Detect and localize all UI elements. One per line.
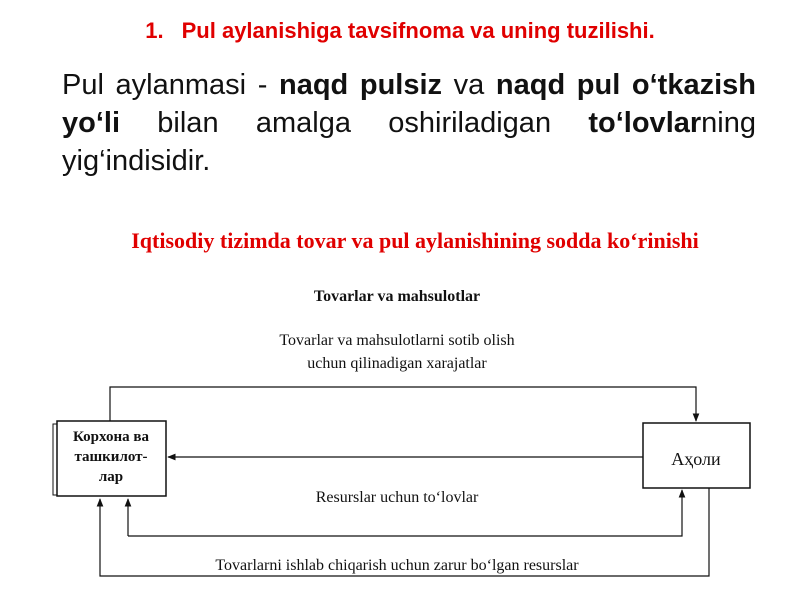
definition-bold-3: to‘lovlar (588, 107, 702, 139)
definition-text-4: ning yig‘indisidir. (62, 107, 756, 177)
definition-text-3: bilan amalga oshiriladigan (120, 107, 589, 139)
goods-flow-arrow (110, 387, 696, 421)
resource-payments-label: Resurslar uchun to‘lovlar (315, 489, 479, 506)
diagram-title: Iqtisodiy tizimda tovar va pul aylanishining sodda ko‘rinishi (131, 228, 699, 253)
expense-label-line2: uchun qilinadigan xarajatlar (307, 355, 487, 372)
enterprises-box-line1: Корхона ва (73, 429, 149, 445)
resources-label: Tovarlarni ishlab chiqarish uchun zarur bo‘lgan resurslar (215, 557, 579, 574)
section-title: Pul aylanishiga tavsifnoma va uning tuzilishi. (181, 18, 655, 43)
enterprises-box-line3: лар (98, 469, 124, 485)
population-box-label: Аҳоли (671, 449, 721, 469)
definition-bold-2: naqd pul o‘tkazish yo‘li (62, 69, 756, 139)
definition-text-1: Pul aylanmasi - (62, 69, 279, 101)
expense-label-line1: Tovarlar va mahsulotlarni sotib olish (279, 332, 515, 349)
definition-text-2: va (442, 69, 496, 101)
top-flow-label: Tovarlar va mahsulotlar (313, 288, 481, 305)
definition-bold-1: naqd pulsiz (278, 69, 443, 101)
enterprises-box-line2: ташкилот- (74, 449, 148, 465)
section-number: 1. (145, 18, 164, 43)
